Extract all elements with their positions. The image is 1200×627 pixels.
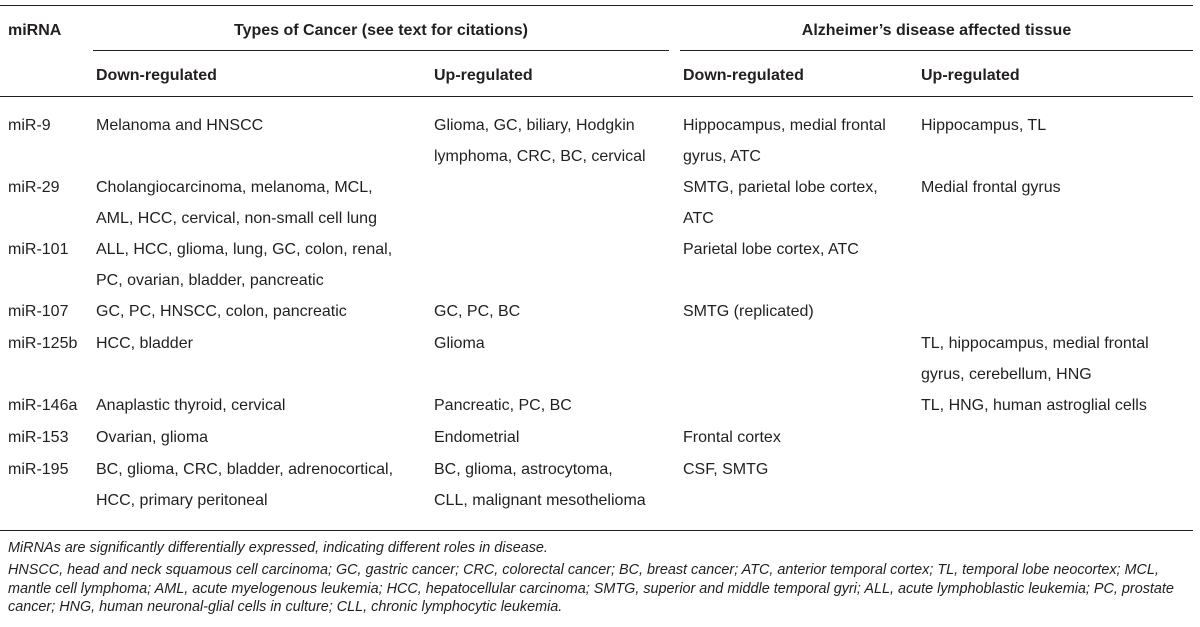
header-ad-up: Up-regulated <box>921 67 1020 84</box>
cell-ad-up: TL, HNG, human astroglial cells <box>921 397 1147 414</box>
header-ad-group: Alzheimer’s disease affected tissue <box>801 22 1072 39</box>
ad-group-underline <box>680 50 1193 51</box>
table-bottom-rule <box>0 530 1193 531</box>
cell-cancer-up: BC, glioma, astrocytoma, CLL, malignant mesothelioma <box>434 461 646 509</box>
cell-cancer-up: Glioma, GC, biliary, Hodgkin lymphoma, CRC, BC, cervical <box>434 117 646 165</box>
cell-cancer-down: Anaplastic thyroid, cervical <box>96 397 286 414</box>
cell-mirna: miR-107 <box>8 303 69 320</box>
cell-cancer-up: Endometrial <box>434 429 520 446</box>
cell-cancer-down: BC, glioma, CRC, bladder, adrenocortical, HCC, primary peritoneal <box>96 461 394 509</box>
cell-cancer-up: GC, PC, BC <box>434 303 521 320</box>
table-abbreviations: HNSCC, head and neck squamous cell carcinoma; GC, gastric cancer; CRC, colorectal cancer; BC, breast cancer; ATC, anterior temporal cortex; TL, temporal lobe neocortex; MCL, mantle cell lymphoma; AML, acute myelogenous leukemia; HCC, hepatocellular carcinoma; SMTG, superior and middle temporal gyri; ALL, acute lymphoblastic leukemia; PC, prostate cancer; HNG, human neuronal-glial cells in culture; CLL, chronic lymphocytic leukemia. <box>8 562 1174 615</box>
cell-ad-down: Parietal lobe cortex, ATC <box>683 241 859 258</box>
cell-mirna: miR-195 <box>8 461 69 478</box>
cell-mirna: miR-29 <box>8 179 60 196</box>
header-cancer-down: Down-regulated <box>96 67 217 84</box>
header-cancer-up: Up-regulated <box>434 67 533 84</box>
cell-mirna: miR-125b <box>8 335 78 352</box>
cell-ad-down: CSF, SMTG <box>683 461 769 478</box>
cell-cancer-down: Melanoma and HNSCC <box>96 117 264 134</box>
cell-ad-up: TL, hippocampus, medial frontal gyrus, cerebellum, HNG <box>921 335 1149 383</box>
header-ad-down: Down-regulated <box>683 67 804 84</box>
cell-ad-up: Hippocampus, TL <box>921 117 1047 134</box>
table-footnote: MiRNAs are significantly differentially expressed, indicating different roles in disease. <box>8 540 548 556</box>
cell-mirna: miR-101 <box>8 241 69 258</box>
cell-cancer-down: Ovarian, glioma <box>96 429 209 446</box>
header-mirna: miRNA <box>8 22 62 39</box>
cell-cancer-down: Cholangiocarcinoma, melanoma, MCL, AML, HCC, cervical, non-small cell lung <box>96 179 377 227</box>
table-top-rule <box>0 5 1193 6</box>
cell-mirna: miR-9 <box>8 117 51 134</box>
cell-ad-down: SMTG (replicated) <box>683 303 814 320</box>
cell-mirna: miR-153 <box>8 429 69 446</box>
cell-ad-down: SMTG, parietal lobe cortex, ATC <box>683 179 878 227</box>
header-bottom-rule <box>0 96 1193 97</box>
cell-cancer-up: Pancreatic, PC, BC <box>434 397 572 414</box>
cell-mirna: miR-146a <box>8 397 78 414</box>
cell-cancer-down: HCC, bladder <box>96 335 193 352</box>
cell-ad-down: Hippocampus, medial frontal gyrus, ATC <box>683 117 886 165</box>
cell-cancer-down: ALL, HCC, glioma, lung, GC, colon, renal, PC, ovarian, bladder, pancreatic <box>96 241 393 289</box>
header-cancer-group: Types of Cancer (see text for citations) <box>234 22 528 39</box>
cell-ad-down: Frontal cortex <box>683 429 781 446</box>
cell-cancer-down: GC, PC, HNSCC, colon, pancreatic <box>96 303 347 320</box>
cell-ad-up: Medial frontal gyrus <box>921 179 1061 196</box>
cell-cancer-up: Glioma <box>434 335 485 352</box>
cancer-group-underline <box>93 50 669 51</box>
